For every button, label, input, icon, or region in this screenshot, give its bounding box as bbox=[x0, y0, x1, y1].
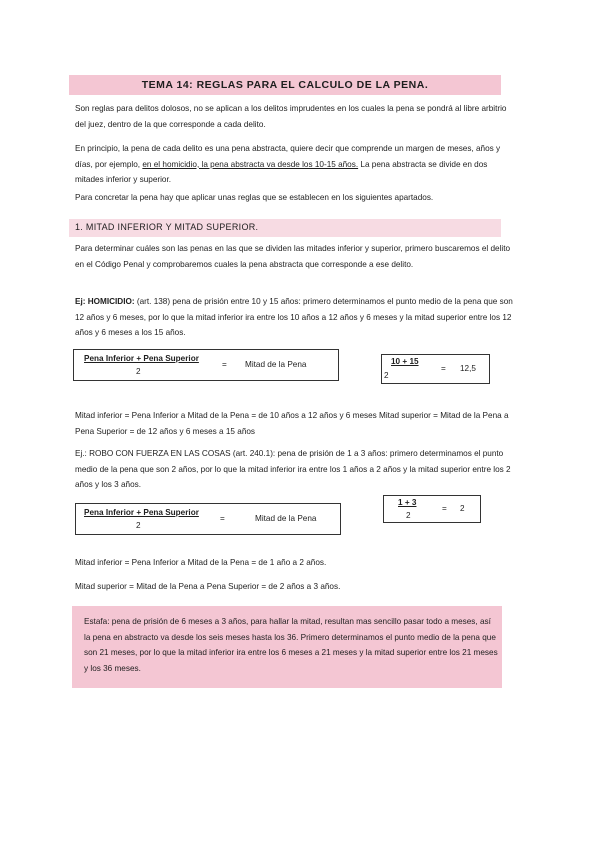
calc-box-2 bbox=[383, 495, 481, 523]
example-1-paragraph bbox=[75, 294, 515, 341]
formula-2-equals: = bbox=[220, 514, 225, 523]
calc-2-result: 2 bbox=[460, 504, 465, 513]
formula-1-numerator: Pena Inferior + Pena Superior bbox=[84, 354, 199, 363]
calc-1-result: 12,5 bbox=[460, 364, 476, 373]
calc-2-equals: = bbox=[442, 504, 447, 513]
section-heading-1: 1. MITAD INFERIOR Y MITAD SUPERIOR. bbox=[75, 222, 259, 232]
intro-paragraph-2-a: En principio, la pena de cada delito es una pena abstracta, quiere decir que comprende un margen de meses, años y días, por ejemplo, bbox=[75, 144, 501, 169]
example-1-result: Mitad inferior = Pena Inferior a Mitad de la Pena = de 10 años a 12 años y 6 meses Mitad superior = Mitad de la Pena a Pena Superior = de 12 años y 6 meses a 15 años bbox=[75, 411, 509, 436]
intro-paragraph-3: Para concretar la pena hay que aplicar unas reglas que se establecen en los siguientes apartados. bbox=[75, 193, 434, 202]
formula-box-1 bbox=[73, 349, 339, 381]
formula-1-denominator: 2 bbox=[136, 367, 141, 376]
formula-box-2 bbox=[75, 503, 341, 535]
formula-2-result: Mitad de la Pena bbox=[255, 514, 317, 523]
calc-box-1 bbox=[381, 354, 490, 384]
formula-1-equals: = bbox=[222, 360, 227, 369]
example-2-inferior: Mitad inferior = Pena Inferior a Mitad de la Pena = de 1 año a 2 años. bbox=[75, 558, 327, 567]
intro-paragraph-2-b: La pena abstracta se divide en dos mitades inferior y superior. bbox=[75, 159, 488, 184]
calc-2-numerator: 1 + 3 bbox=[398, 498, 417, 507]
example-2-paragraph: Ej.: ROBO CON FUERZA EN LAS COSAS (art. 240.1): pena de prisión de 1 a 3 años: primero determinamos el punto medio de la pena que son 2 años, por lo que la mitad inferior ira entre los 1 años a 2 años y la mitad superior entre los 2 años y los 3 años. bbox=[75, 449, 511, 489]
example-1-label: Ej: HOMICIDIO: bbox=[75, 297, 135, 306]
example-1-text: (art. 138) pena de prisión entre 10 y 15 años: primero determinamos el punto medio de la pena que son 12 años y 6 meses, por lo que la mitad inferior ira entre los 10 años a 12 años y 6 meses y la mitad superior entre los 12 años y 6 meses a los 15 años. bbox=[75, 297, 513, 337]
formula-1-result: Mitad de la Pena bbox=[245, 360, 307, 369]
calc-1-equals: = bbox=[441, 364, 446, 373]
example-2-superior: Mitad superior = Mitad de la Pena a Pena Superior = de 2 años a 3 años. bbox=[75, 582, 341, 591]
calc-2-denominator: 2 bbox=[406, 511, 411, 520]
section-1-paragraph: Para determinar cuáles son las penas en las que se dividen las mitades inferior y superior, primero buscaremos el delito en el Código Penal y comprobaremos cuales la pena abstracta que corresponde a ese delito. bbox=[75, 244, 511, 269]
intro-paragraph-2-underlined: en el homicidio, la pena abstracta va desde los 10-15 años. bbox=[142, 159, 359, 169]
formula-2-denominator: 2 bbox=[136, 521, 141, 530]
note-text: Estafa: pena de prisión de 6 meses a 3 años, para hallar la mitad, resultan mas sencillo pasar todo a meses, así la pena en abstracto va desde los seis meses hasta los 36. Primero determinamos el punto medio de la pena que son 21 meses, por lo que la mitad inferior ira entre los 6 meses a 21 meses y la mitad superior entre los 21 meses y los 36 meses. bbox=[84, 617, 498, 673]
page-title: TEMA 14: REGLAS PARA EL CALCULO DE LA PENA. bbox=[141, 79, 429, 91]
calc-1-denominator: 2 bbox=[384, 371, 389, 380]
intro-paragraph-1: Son reglas para delitos dolosos, no se aplican a los delitos imprudentes en los cuales la pena se pondrá al libre arbitrio del juez, dentro de la que corresponde a cada delito. bbox=[75, 104, 507, 129]
calc-1-numerator: 10 + 15 bbox=[391, 357, 419, 366]
formula-2-numerator: Pena Inferior + Pena Superior bbox=[84, 508, 199, 517]
intro-paragraph-2 bbox=[75, 141, 515, 188]
